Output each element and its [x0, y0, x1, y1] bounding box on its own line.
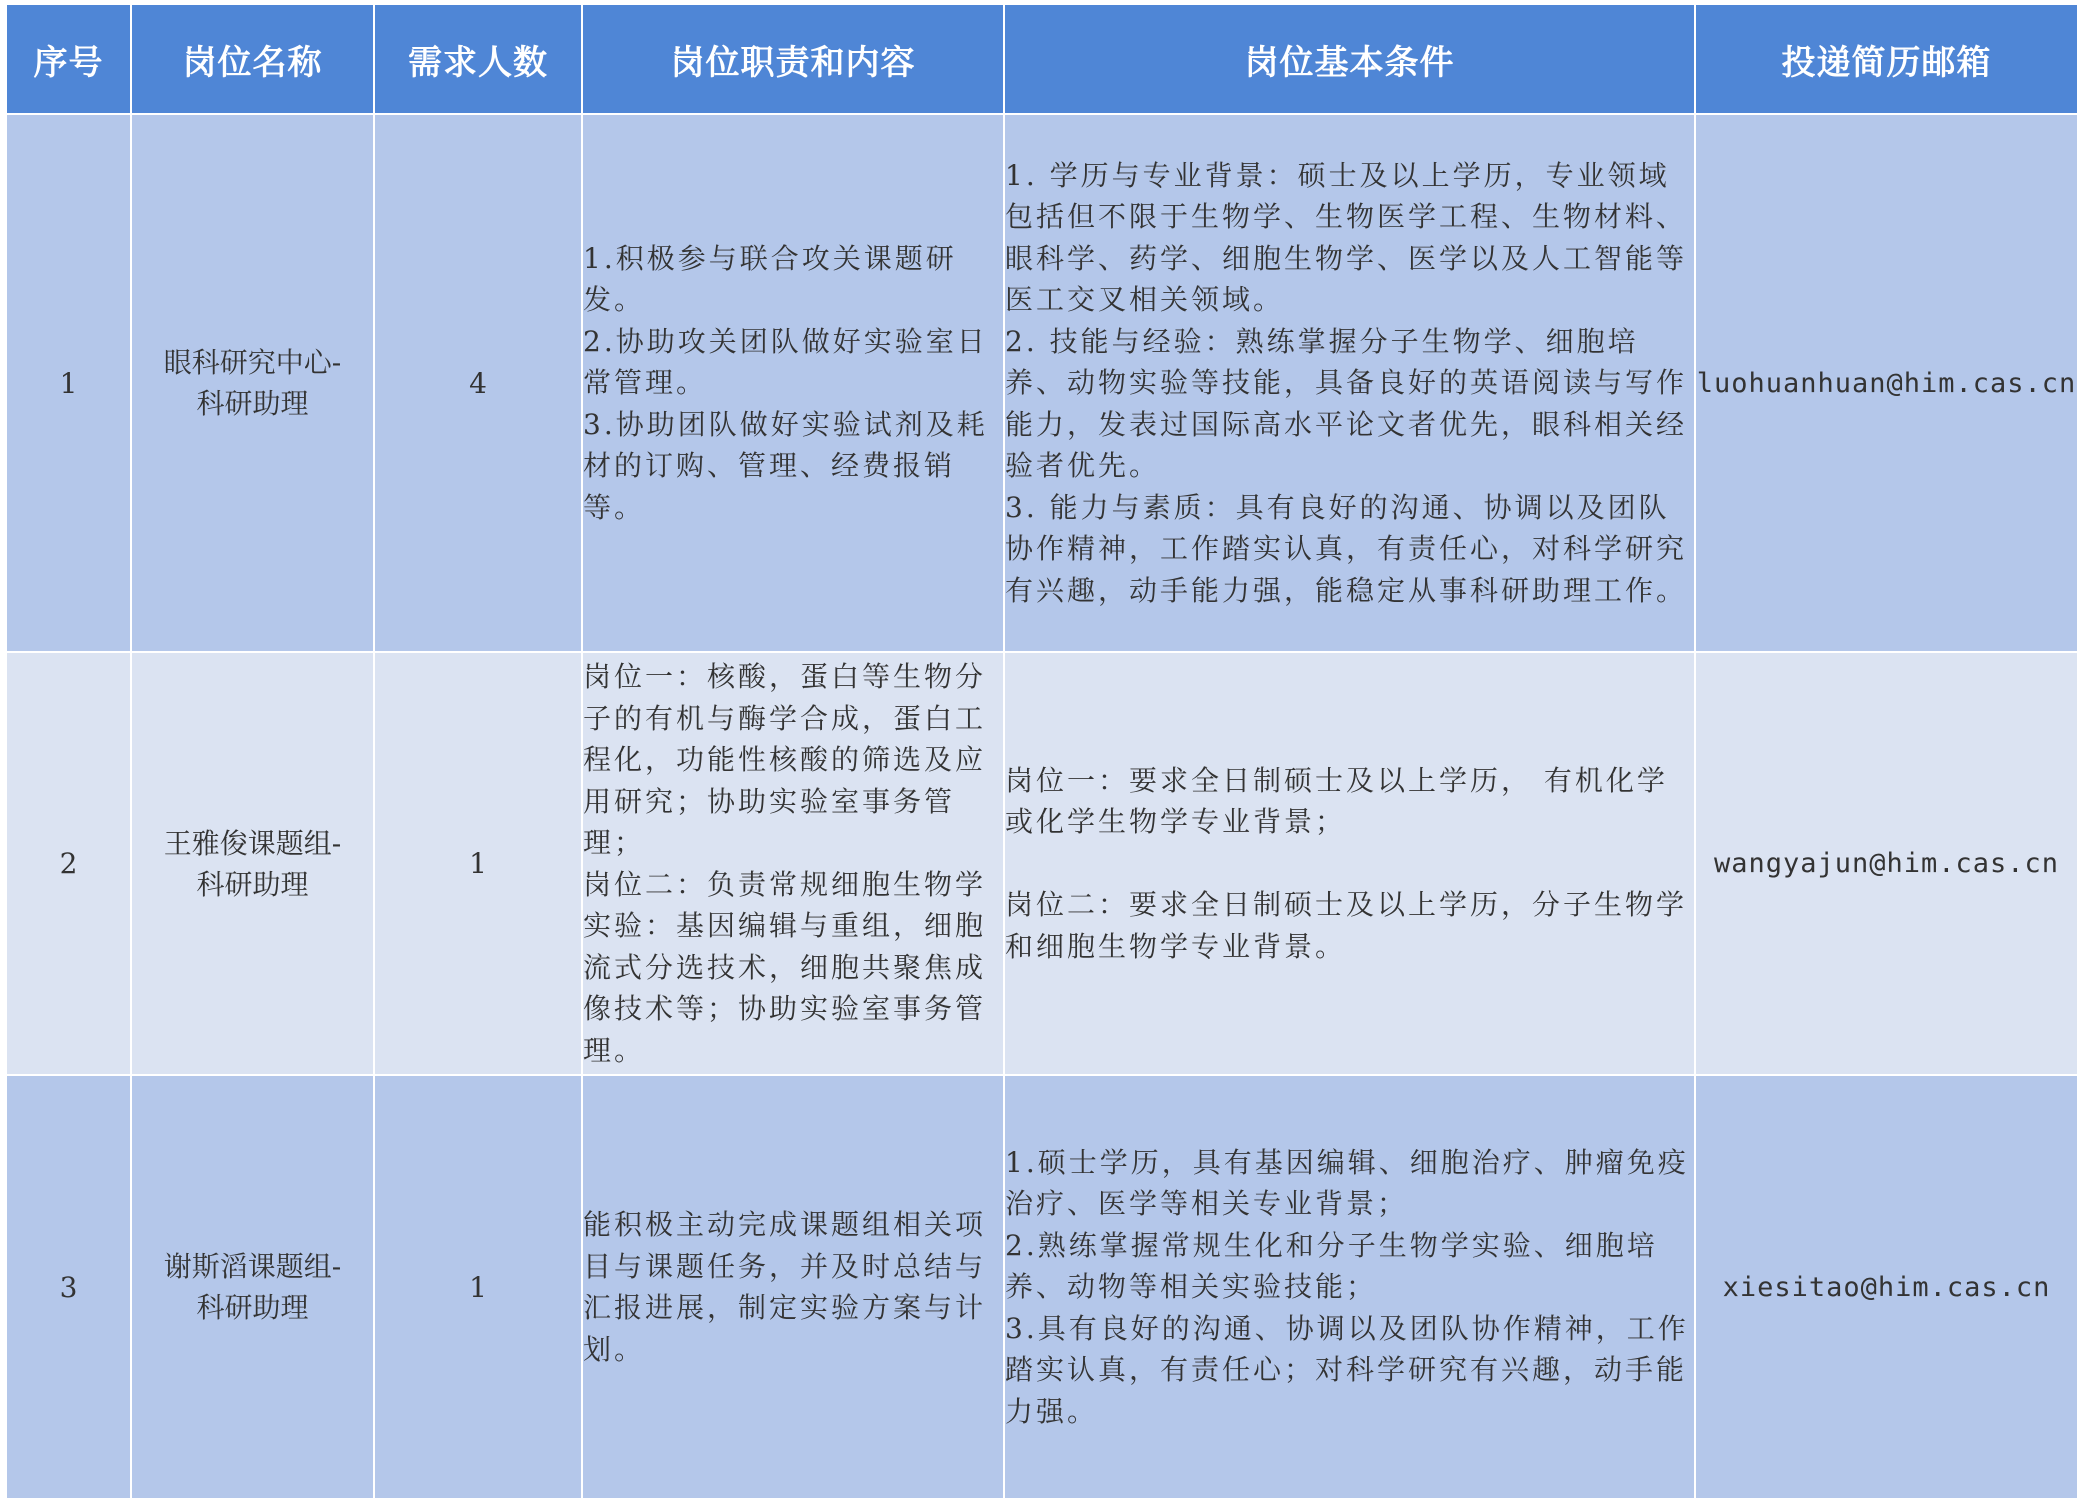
- cell-no: 3: [6, 1075, 131, 1499]
- cell-position-title: 王雅俊课题组- 科研助理: [131, 652, 374, 1075]
- header-requirements: 岗位基本条件: [1004, 4, 1695, 114]
- cell-duties: 1.积极参与联合攻关课题研发。 2.协助攻关团队做好实验室日常管理。 3.协助团队做好实验试剂及耗材的订购、管理、经费报销等。: [582, 114, 1004, 652]
- table-row: [6, 114, 2078, 652]
- cell-position-title: 谢斯滔课题组- 科研助理: [131, 1075, 374, 1499]
- cell-headcount: 4: [374, 114, 582, 652]
- cell-email[interactable]: xiesitao@him.cas.cn: [1695, 1075, 2078, 1499]
- cell-position-title: 眼科研究中心- 科研助理: [131, 114, 374, 652]
- table-header-row: [6, 4, 2078, 114]
- header-headcount: 需求人数: [374, 4, 582, 114]
- table-row: [6, 1075, 2078, 1499]
- header-email: 投递简历邮箱: [1695, 4, 2078, 114]
- cell-no: 1: [6, 114, 131, 652]
- cell-requirements: 1. 学历与专业背景：硕士及以上学历，专业领域包括但不限于生物学、生物医学工程、生物材料、眼科学、药学、细胞生物学、医学以及人工智能等医工交叉相关领域。 2. 技能与经验：熟练掌握分子生物学、细胞培养、动物实验等技能，具备良好的英语阅读与写作能力，发表过国际高水平论文者优先，眼科相关经验者优先。 3. 能力与素质：具有良好的沟通、协调以及团队协作精神，工作踏实认真，有责任心，对科学研究有兴趣，动手能力强，能稳定从事科研助理工作。: [1004, 114, 1695, 652]
- recruitment-table: [5, 3, 2079, 1500]
- cell-requirements: 岗位一：要求全日制硕士及以上学历， 有机化学或化学生物学专业背景； 岗位二：要求全日制硕士及以上学历，分子生物学和细胞生物学专业背景。: [1004, 652, 1695, 1075]
- cell-headcount: 1: [374, 652, 582, 1075]
- cell-email[interactable]: wangyajun@him.cas.cn: [1695, 652, 2078, 1075]
- cell-requirements: 1.硕士学历，具有基因编辑、细胞治疗、肿瘤免疫治疗、医学等相关专业背景； 2.熟练掌握常规生化和分子生物学实验、细胞培养、动物等相关实验技能； 3.具有良好的沟通、协调以及团队协作精神，工作踏实认真，有责任心；对科学研究有兴趣，动手能力强。: [1004, 1075, 1695, 1499]
- cell-duties: 岗位一：核酸，蛋白等生物分子的有机与酶学合成，蛋白工程化，功能性核酸的筛选及应用研究；协助实验室事务管理； 岗位二：负责常规细胞生物学实验：基因编辑与重组，细胞流式分选技术，细胞共聚焦成像技术等；协助实验室事务管理。: [582, 652, 1004, 1075]
- cell-no: 2: [6, 652, 131, 1075]
- header-position-title: 岗位名称: [131, 4, 374, 114]
- header-duties: 岗位职责和内容: [582, 4, 1004, 114]
- table-row: [6, 652, 2078, 1075]
- header-no: 序号: [6, 4, 131, 114]
- cell-duties: 能积极主动完成课题组相关项目与课题任务，并及时总结与汇报进展，制定实验方案与计划。: [582, 1075, 1004, 1499]
- cell-headcount: 1: [374, 1075, 582, 1499]
- cell-email[interactable]: luohuanhuan@him.cas.cn: [1695, 114, 2078, 652]
